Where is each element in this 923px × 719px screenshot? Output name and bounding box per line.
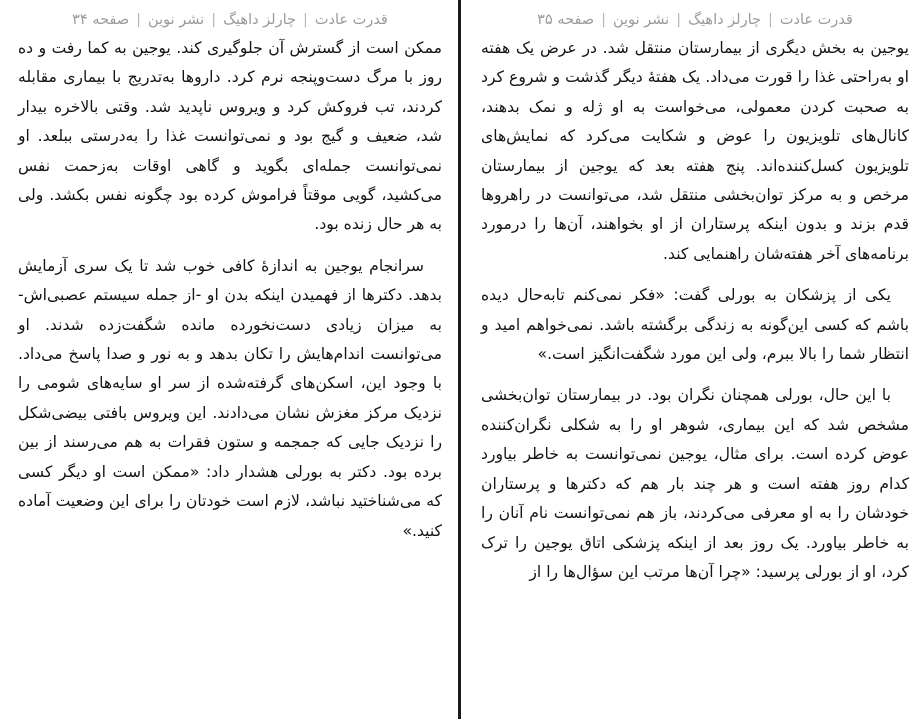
header-book-title: قدرت عادت bbox=[779, 12, 853, 28]
header-separator: | bbox=[302, 12, 308, 28]
header-author: چارلز داهیگ bbox=[688, 12, 761, 28]
body-paragraph: سرانجام یوجین به اندازهٔ کافی خوب شد تا یک سری آزمایش بدهد. دکترها از فهمیدن اینکه بدن او -از جمله سیستم عصبی‌اش- به میزان زیادی دست‌نخورده مانده شگفت‌زده شدند. او می‌توانست اندام‌هایش را تکان بدهد و به نور و صدا پاسخ می‌داد. با وجود این، اسکن‌های گرفته‌شده از سر او سایه‌های شومی را نزدیک مرکز مغزش نشان می‌دادند. این ویروس بافتی بیضی‌شکل را نزدیک جایی که جمجمه و ستون فقرات به هم می‌رسند از بین برده بود. دکتر به بورلی هشدار داد: «ممکن است او دیگر کسی که می‌شناختید نباشد، لازم است خودتان را برای این وضعیت آماده کنید.» bbox=[18, 256, 442, 540]
body-paragraph: ممکن است از گسترش آن جلوگیری کند. یوجین به کما رفت و ده روز با مرگ دست‌وپنجه نرم کرد. داروها به‌تدریج با بیماری مقابله کردند، تب فروکش کرد و ویروس ناپدید شد. وقتی بالاخره بیدار شد، ضعیف و گیج بود و نمی‌توانست غذا را به‌درستی ببلعد. او نمی‌توانست جمله‌ای بگوید و گاهی اوقات به‌زحمت نفس می‌کشید، گویی موقتاً فراموش کرده بود چگونه نفس بکشد. ولی به هر حال زنده بود. bbox=[18, 39, 442, 234]
page-35 bbox=[461, 0, 923, 719]
header-book-title: قدرت عادت bbox=[314, 12, 388, 28]
header-separator: | bbox=[601, 12, 606, 28]
header-page-number: صفحه ۳۵ bbox=[537, 12, 595, 28]
running-header bbox=[18, 6, 442, 34]
header-author: چارلز داهیگ bbox=[223, 12, 296, 28]
header-publisher: نشر نوین bbox=[148, 12, 205, 28]
header-separator: | bbox=[767, 12, 773, 28]
header-separator: | bbox=[676, 12, 682, 28]
running-header bbox=[481, 6, 909, 34]
header-separator: | bbox=[211, 12, 217, 28]
header-separator: | bbox=[136, 12, 141, 28]
body-paragraph: با این حال، بورلی همچنان نگران بود. در بیمارستان توان‌بخشی مشخص شد که این بیماری، شوهر او را به شکلی نگران‌کننده عوض کرده است. برای مثال، یوجین نمی‌توانست به خاطر بیاورد کدام روز هفته است و هر چند بار هم که دکترها و پرستاران خودشان را به او معرفی می‌کردند، باز هم نمی‌توانست نام آنان را به خاطر بیاورد. یک روز بعد از اینکه پزشکی اتاق یوجین را ترک کرد، او از بورلی پرسید: «چرا آن‌ها مرتب این سؤال‌ها را از bbox=[481, 386, 909, 581]
header-publisher: نشر نوین bbox=[613, 12, 670, 28]
body-paragraph: یوجین به بخش دیگری از بیمارستان منتقل شد. در عرض یک هفته او به‌راحتی غذا را قورت می‌داد. یک هفتهٔ دیگر گذشت و شروع کرد به صحبت کردن معمولی، می‌خواست به او ژله و نمک بدهند، کانال‌های تلویزیون را عوض و شکایت می‌کرد که نمایش‌های تلویزیون کسل‌کننده‌اند. پنج هفته بعد که یوجین از بیمارستان مرخص و به مرکز توان‌بخشی منتقل شد، می‌توانست در راهروها قدم بزند و بدون اینکه پرستاران از او بخواهند، آن‌ها را درمورد برنامه‌های آخر هفته‌شان راهنمایی کند. bbox=[481, 39, 909, 263]
body-paragraph: یکی از پزشکان به بورلی گفت: «فکر نمی‌کنم تابه‌حال دیده باشم که کسی این‌گونه به زندگی برگشته باشد. نمی‌خواهم امید و انتظار شما را بالا ببرم، ولی این مورد شگفت‌انگیز است.» bbox=[481, 286, 909, 364]
page-34 bbox=[0, 0, 458, 719]
header-page-number: صفحه ۳۴ bbox=[72, 12, 130, 28]
